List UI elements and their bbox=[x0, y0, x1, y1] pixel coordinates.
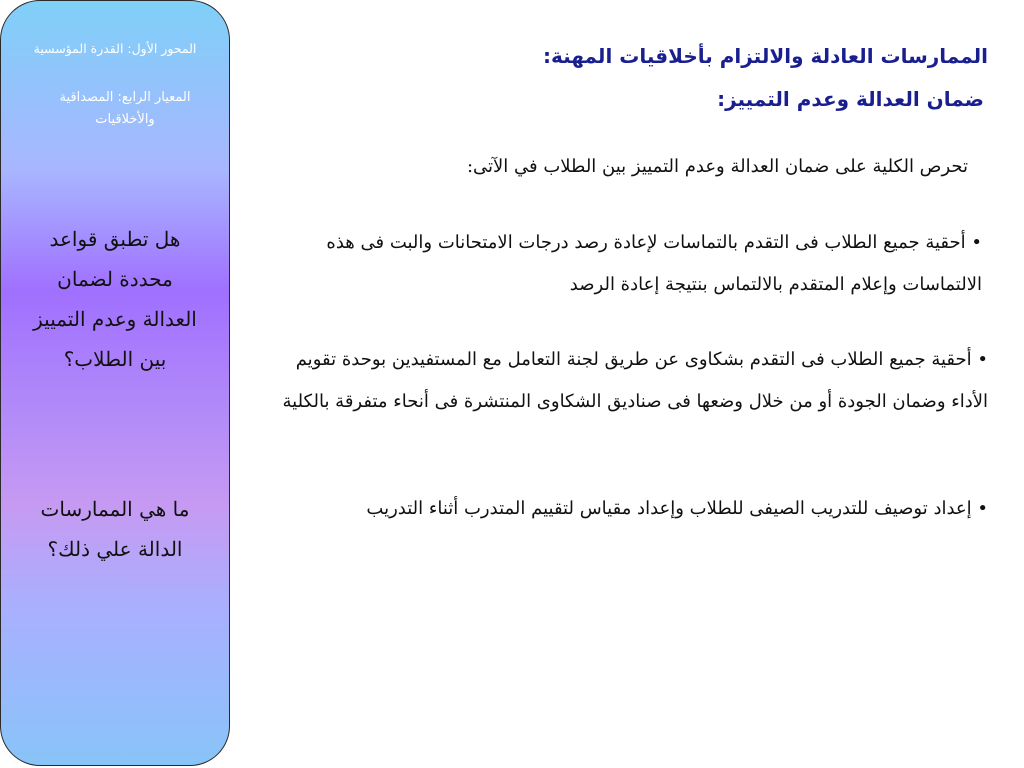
slide-title: الممارسات العادلة والالتزام بأخلاقيات المهنة: bbox=[543, 44, 988, 68]
slide-subtitle: ضمان العدالة وعدم التمييز: bbox=[717, 87, 984, 111]
sidebar-question-rules: هل تطبق قواعد محددة لضمان العدالة وعدم التمييز بين الطلاب؟ bbox=[33, 227, 197, 371]
sidebar-panel bbox=[0, 0, 230, 766]
bullet-item: • إعداد توصيف للتدريب الصيفى للطلاب وإعداد مقياس لتقييم المتدرب أثناء التدريب bbox=[366, 498, 988, 519]
sidebar-axis-label: المحور الأول: القدرة المؤسسية bbox=[33, 41, 197, 56]
bullet-item: • أحقية جميع الطلاب فى التقدم بالتماسات لإعادة رصد درجات الامتحانات والبت فى هذه الالتماسات وإعلام المتقدم بالالتماس بنتيجة إعادة الرصد bbox=[326, 232, 982, 295]
sidebar-standard-label: المعيار الرابع: المصداقية والأخلاقيات bbox=[59, 90, 191, 127]
bullet-item: • أحقية جميع الطلاب فى التقدم بشكاوى عن طريق لجنة التعامل مع المستفيدين بوحدة تقويم الأداء وضمان الجودة أو من خلال وضعها فى صناديق الشكاوى المنتشرة فى أنحاء متفرقة بالكلية bbox=[282, 349, 988, 412]
intro-text: تحرص الكلية على ضمان العدالة وعدم التمييز بين الطلاب في الآتى: bbox=[466, 156, 968, 177]
sidebar-question-practices: ما هي الممارسات الدالة علي ذلك؟ bbox=[40, 497, 190, 561]
